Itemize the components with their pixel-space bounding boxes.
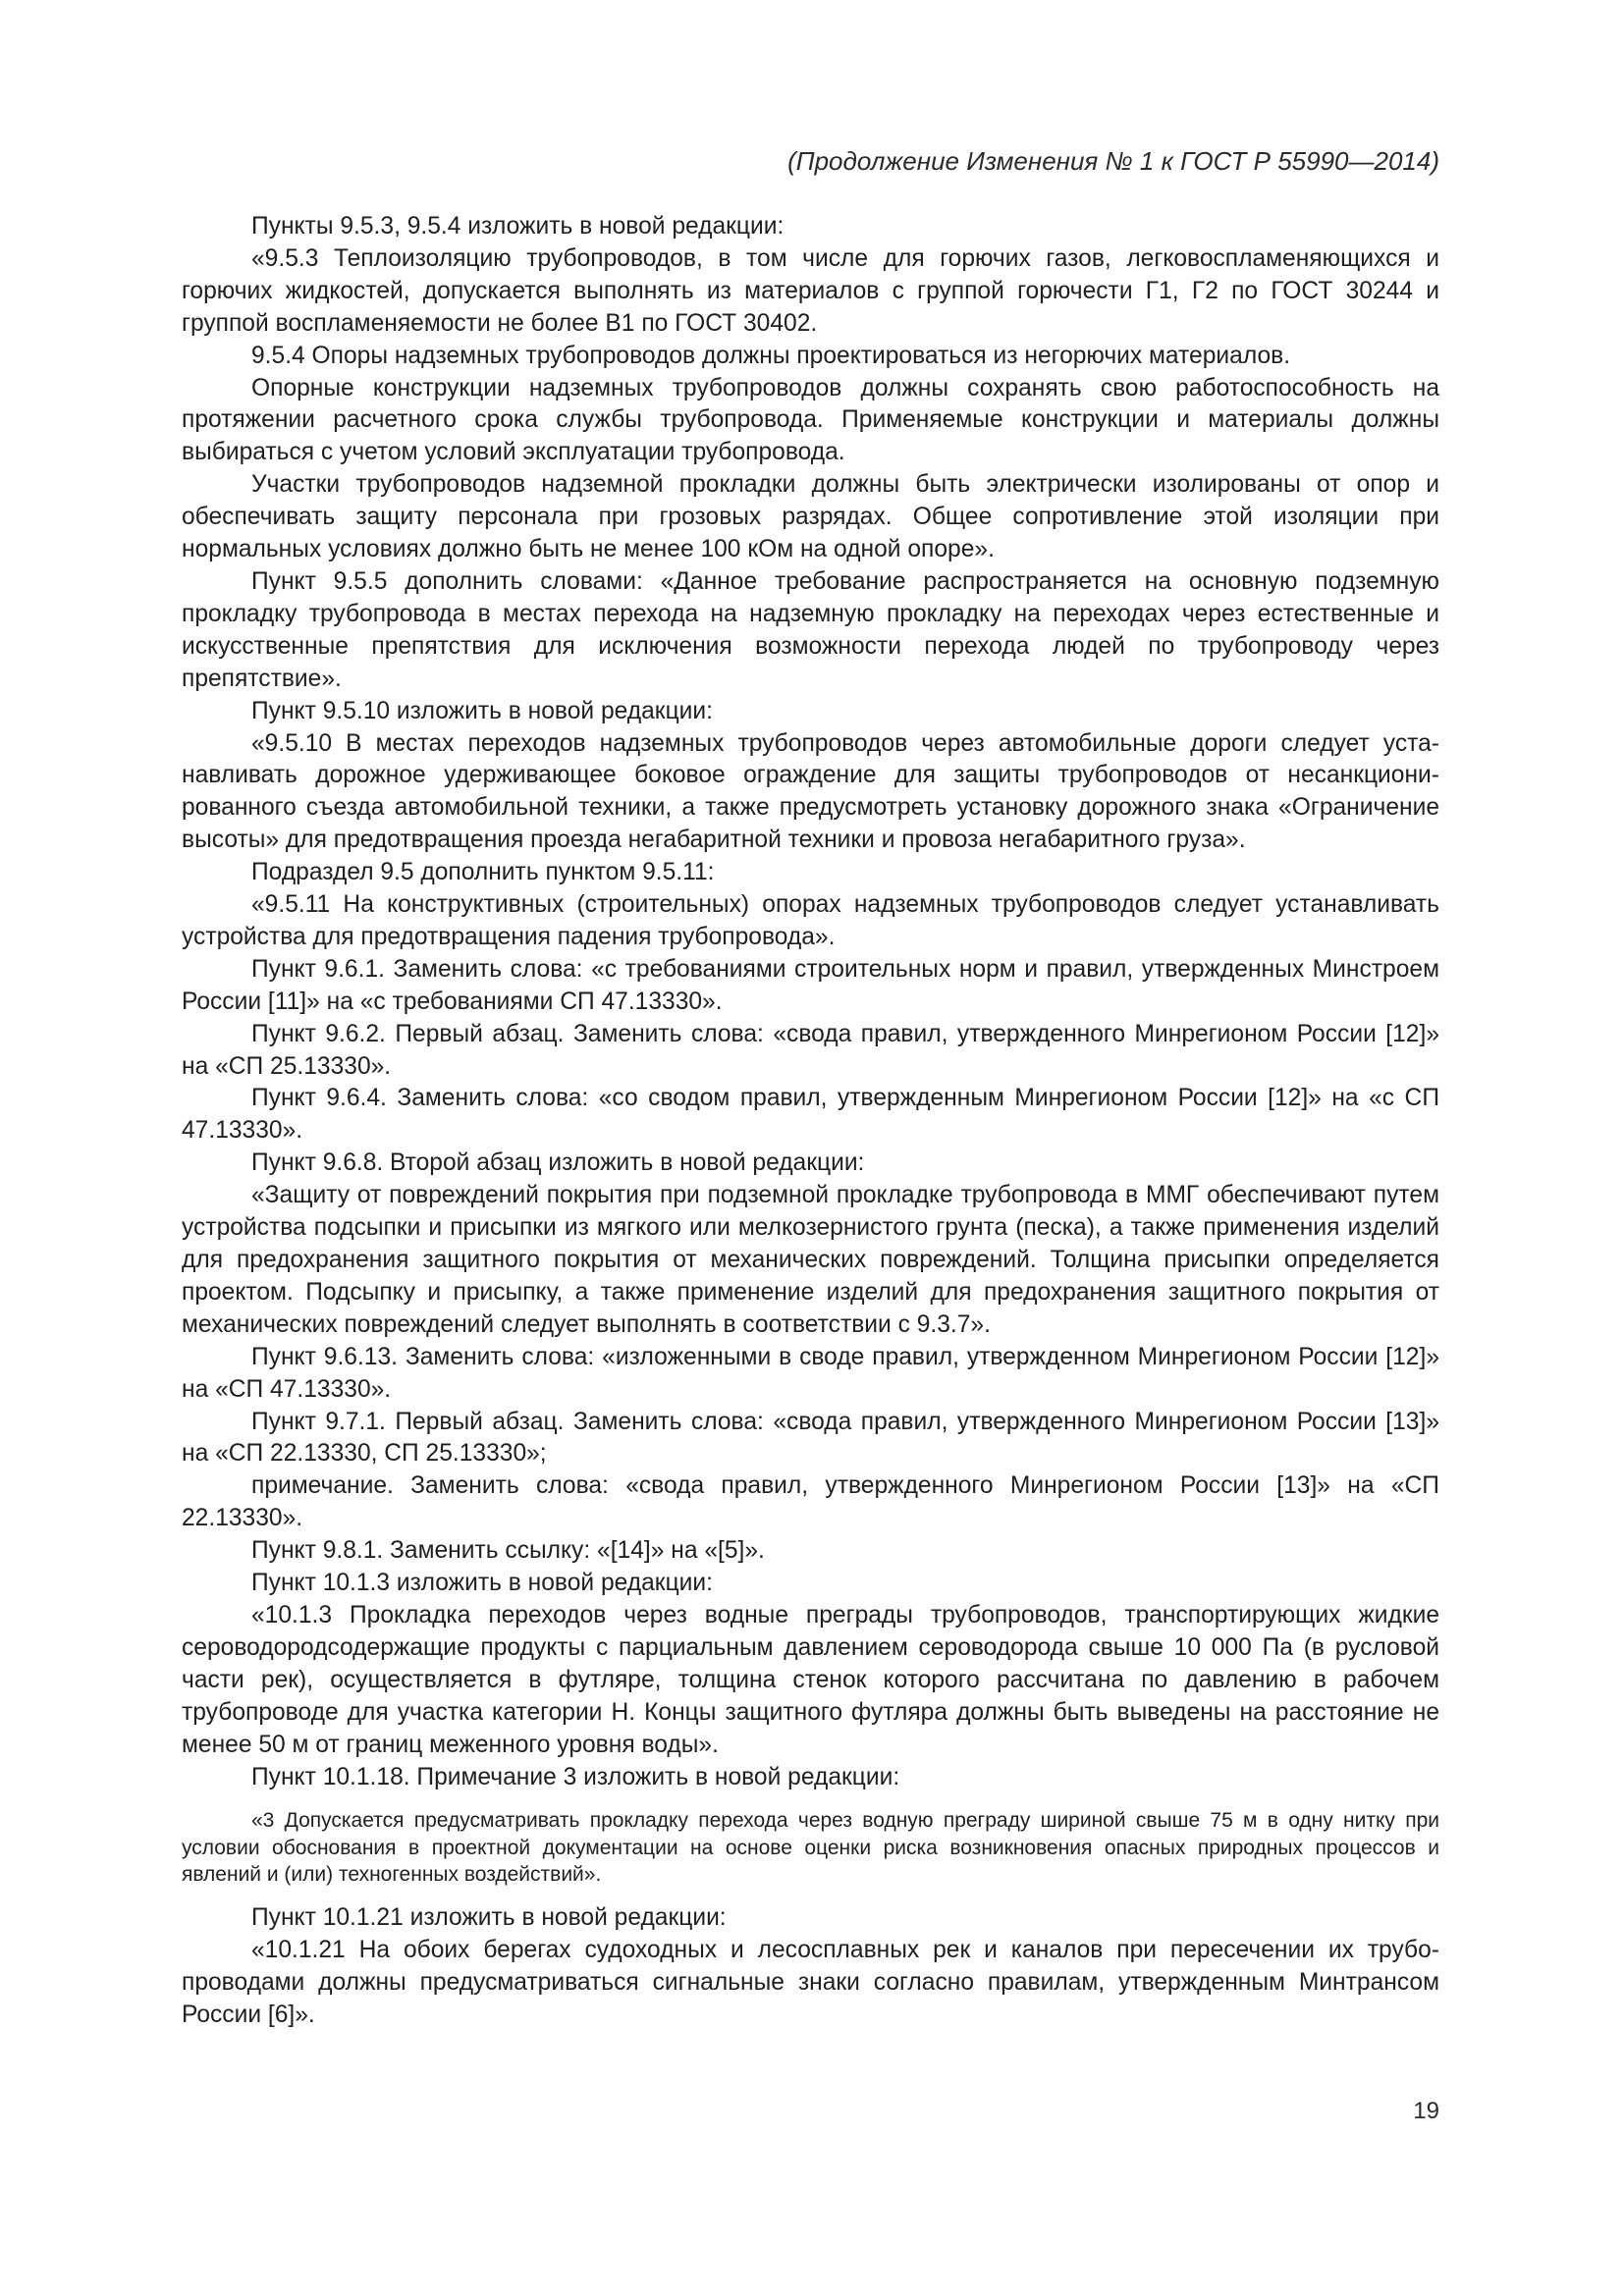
paragraph: примечание. Заменить слова: «свода правил, утвержденного Минрегионом России [13]» на «СП 22.13330». [182, 1472, 1439, 1532]
page-number: 19 [1413, 2098, 1439, 2124]
note-paragraph: «3 Допускается предусматривать прокладку перехода через водную преграду шириной свыше 75 м в одну нитку при условии обоснования в проектной документации на основе оценки риска возникновения опасных природных процессов и явлений и (или) техногенных воздействий». [182, 1809, 1439, 1887]
paragraph: Пункт 9.6.4. Заменить слова: «со сводом правил, утвержденным Минрегионом России [12]» на «с СП 47.13330». [182, 1085, 1439, 1145]
running-header: (Продолжение Изменения № 1 к ГОСТ Р 55990—2014) [787, 146, 1439, 176]
paragraph: Пункт 9.6.2. Первый абзац. Заменить слова: «свода правил, утвержденного Минрегионом России [12]» на «СП 25.13330». [182, 1020, 1439, 1080]
paragraph: Подраздел 9.5 дополнить пунктом 9.5.11: [251, 859, 715, 886]
paragraph: Пункт 9.6.1. Заменить слова: «с требованиями строительных норм и правил, утвержденных Минстроем России [11]» на «с требованиями СП 47.13330». [182, 955, 1439, 1015]
paragraph: «10.1.21 На обоих берегах судоходных и лесосплавных рек и каналов при пересечении их трубопроводами должны предусматриваться сигнальные знаки согласно правилам, утвержденным Минтрансом России [6]». [182, 1936, 1439, 2028]
paragraph: Пункты 9.5.3, 9.5.4 изложить в новой редакции: [251, 213, 785, 240]
paragraph: «9.5.10 В местах переходов надземных трубопроводов через автомобильные дороги следует устанавливать дорожное удерживающее боковое ограждение для защиты трубопроводов от несанкционированного съезда автомобильной техники, а также предусмотреть установку дорожного знака «Ограничение высоты» для предотвращения проезда негабаритной техники и провоза негабаритного груза». [182, 729, 1439, 854]
paragraph: Пункт 9.5.10 изложить в новой редакции: [251, 697, 713, 724]
paragraph: Пункт 9.5.5 дополнить словами: «Данное требование распространяется на основную подземную прокладку трубопровода в местах перехода на надземную прокладку на переходах через естественные и искусственные препятствия для исключения возможности перехода людей по трубопроводу через препятствие». [182, 567, 1439, 692]
paragraph: «9.5.11 На конструктивных (строительных) опорах надземных трубопроводов следует устанавливать устройства для предотвращения падения трубопровода». [182, 891, 1439, 950]
paragraph: «9.5.3 Теплоизоляцию трубопроводов, в том числе для горючих газов, легковоспламеняющихся и горючих жидкостей, допускается выполнять из материалов с группой горючести Г1, Г2 по ГОСТ 30244 и группой воспламеняемости не более В1 по ГОСТ 30402. [182, 244, 1439, 337]
paragraph: Пункт 10.1.21 изложить в новой редакции: [251, 1903, 727, 1931]
paragraph: Пункт 10.1.18. Примечание 3 изложить в новой редакции: [251, 1763, 900, 1790]
paragraph: Опорные конструкции надземных трубопроводов должны сохранять свою работоспособность на протяжении расчетного срока службы трубопровода. Применяемые конструкции и материалы должны выбираться с учетом условий эксплуатации трубопровода. [182, 374, 1439, 466]
paragraph: Пункт 9.6.13. Заменить слова: «изложенными в своде правил, утвержденном Минрегионом России [12]» на «СП 47.13330». [182, 1343, 1439, 1403]
paragraph: Пункт 9.8.1. Заменить ссылку: «[14]» на «[5]». [251, 1537, 765, 1565]
paragraph: «Защиту от повреждений покрытия при подземной прокладке трубопровода в ММГ обеспечивают путем устройства подсыпки и присыпки из мягкого или мелкозернистого грунта (песка), а также применения изделий для предохранения защитного покрытия от механических повреждений. Толщина присыпки определяется проектом. Подсыпку и присыпку, а также применение изделий для предохранения защитного покрытия от механических повреждений следует выполнять в соответствии с 9.3.7». [182, 1182, 1439, 1338]
paragraph: 9.5.4 Опоры надземных трубопроводов должны проектироваться из негорючих материалов. [251, 342, 1291, 369]
paragraph: «10.1.3 Прокладка переходов через водные преграды трубопроводов, транспортирующих жидкие сероводородсодержащие продукты с парциальным давлением сероводорода свыше 10 000 Па (в русловой части рек), осуществляется в футляре, толщина стенок которого рассчитана по давлению в рабочем трубопроводе для участка категории Н. Концы защитного футляра должны быть выведены на расстояние не менее 50 м от границ меженного уровня воды». [182, 1601, 1439, 1758]
document-body [182, 211, 1439, 2032]
paragraph: Участки трубопроводов надземной прокладки должны быть электрически изолированы от опор и обеспечивать защиту персонала при грозовых разрядах. Общее сопротивление этой изоляции при нормальных условиях должно быть не менее 100 кОм на одной опоре». [182, 471, 1439, 563]
paragraph: Пункт 9.6.8. Второй абзац изложить в новой редакции: [251, 1149, 865, 1177]
paragraph: Пункт 9.7.1. Первый абзац. Заменить слова: «свода правил, утвержденного Минрегионом России [13]» на «СП 22.13330, СП 25.13330»; [182, 1408, 1439, 1468]
paragraph: Пункт 10.1.3 изложить в новой редакции: [251, 1570, 713, 1597]
